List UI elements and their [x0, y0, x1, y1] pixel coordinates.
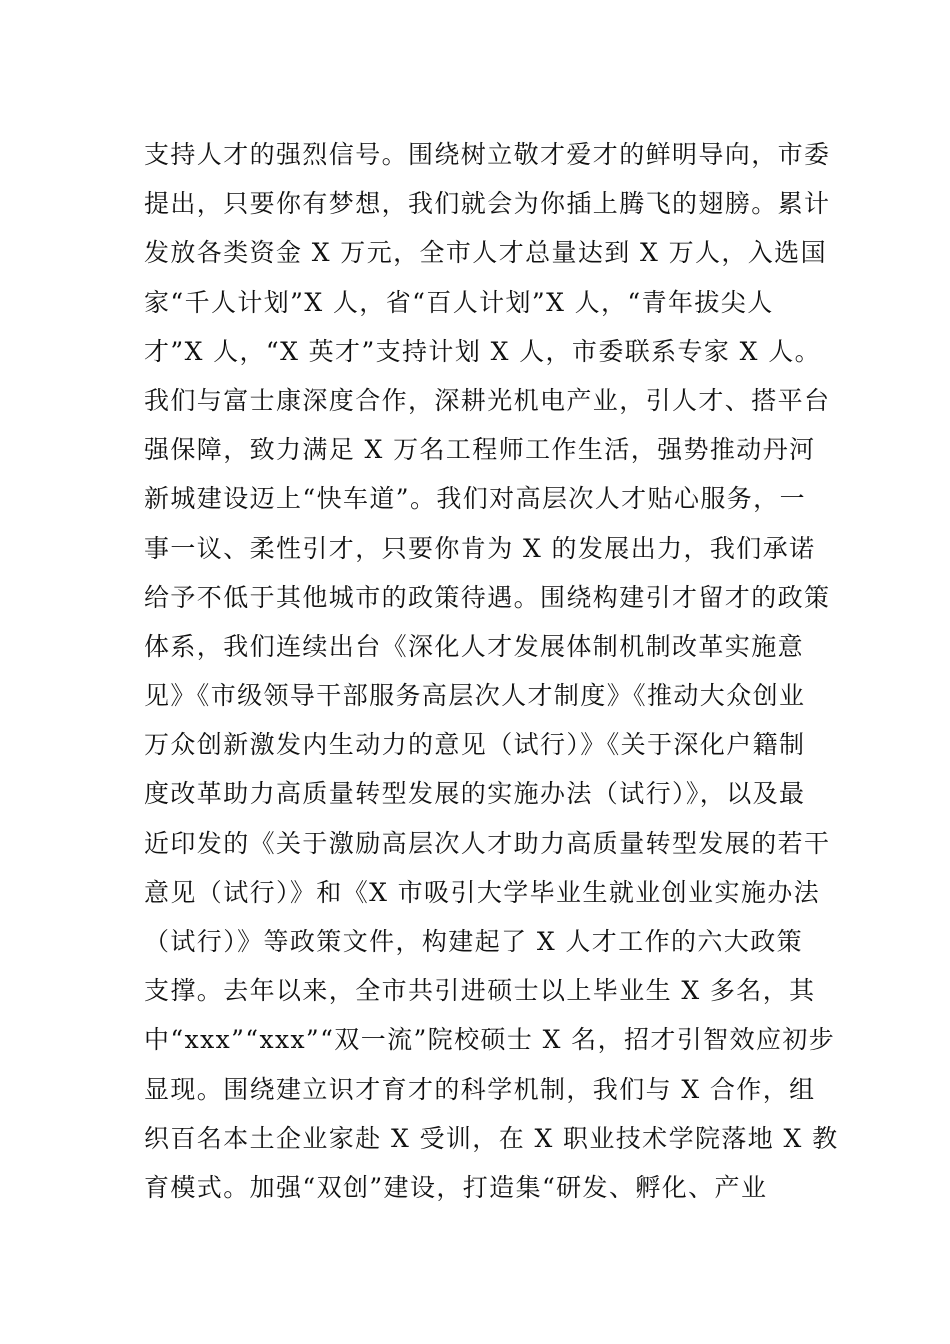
text-line: 显现。围绕建立识才育才的科学机制，我们与 X 合作，组: [144, 1074, 816, 1104]
text-line: 见》《市级领导干部服务高层次人才制度》《推动大众创业: [144, 681, 806, 711]
text-line: 中“xxx”“xxx”“双一流”院校硕士 X 名，招才引智效应初步: [144, 1025, 836, 1055]
text-line: （试行）》等政策文件，构建起了 X 人才工作的六大政策: [144, 927, 803, 956]
text-line: 织百名本土企业家赴 X 受训，在 X 职业技术学院落地 X 教: [144, 1123, 839, 1153]
text-line: 新城建设迈上“快车道”。我们对高层次人才贴心服务，一: [144, 484, 806, 514]
text-line: 意见（试行）》和《X 市吸引大学毕业生就业创业实施办法: [144, 877, 821, 907]
text-line: 家“千人计划”X 人，省“百人计划”X 人，“青年拔尖人: [144, 287, 774, 317]
text-line: 育模式。加强“双创”建设，打造集“研发、孵化、产业: [144, 1172, 768, 1202]
text-line: 支撑。去年以来，全市共引进硕士以上毕业生 X 多名，其: [144, 976, 816, 1006]
text-line: 给予不低于其他城市的政策待遇。围绕构建引才留才的政策: [144, 582, 831, 612]
text-line: 支持人才的强烈信号。围绕树立敬才爱才的鲜明导向，市委: [144, 140, 831, 169]
body-paragraph: [144, 130, 839, 1212]
text-line: 发放各类资金 X 万元，全市人才总量达到 X 万人，入选国: [144, 238, 827, 268]
text-line: 体系，我们连续出台《深化人才发展体制机制改革实施意: [144, 631, 805, 661]
text-line: 事一议、柔性引才，只要你肯为 X 的发展出力，我们承诺: [144, 533, 816, 563]
text-line: 度改革助力高质量转型发展的实施办法（试行）》，以及最: [144, 779, 806, 809]
text-line: 强保障，致力满足 X 万名工程师工作生活，强势推动丹河: [144, 435, 816, 465]
text-line: 万众创新激发内生动力的意见（试行）》《关于深化户籍制: [144, 730, 806, 760]
text-line: 才”X 人，“X 英才”支持计划 X 人，市委联系专家 X 人。: [144, 336, 822, 366]
text-line: 我们与富士康深度合作，深耕光机电产业，引人才、搭平台: [144, 385, 831, 415]
text-line: 提出，只要你有梦想，我们就会为你插上腾飞的翅膀。累计: [144, 189, 831, 219]
text-line: 近印发的《关于激励高层次人才助力高质量转型发展的若干: [144, 828, 831, 858]
